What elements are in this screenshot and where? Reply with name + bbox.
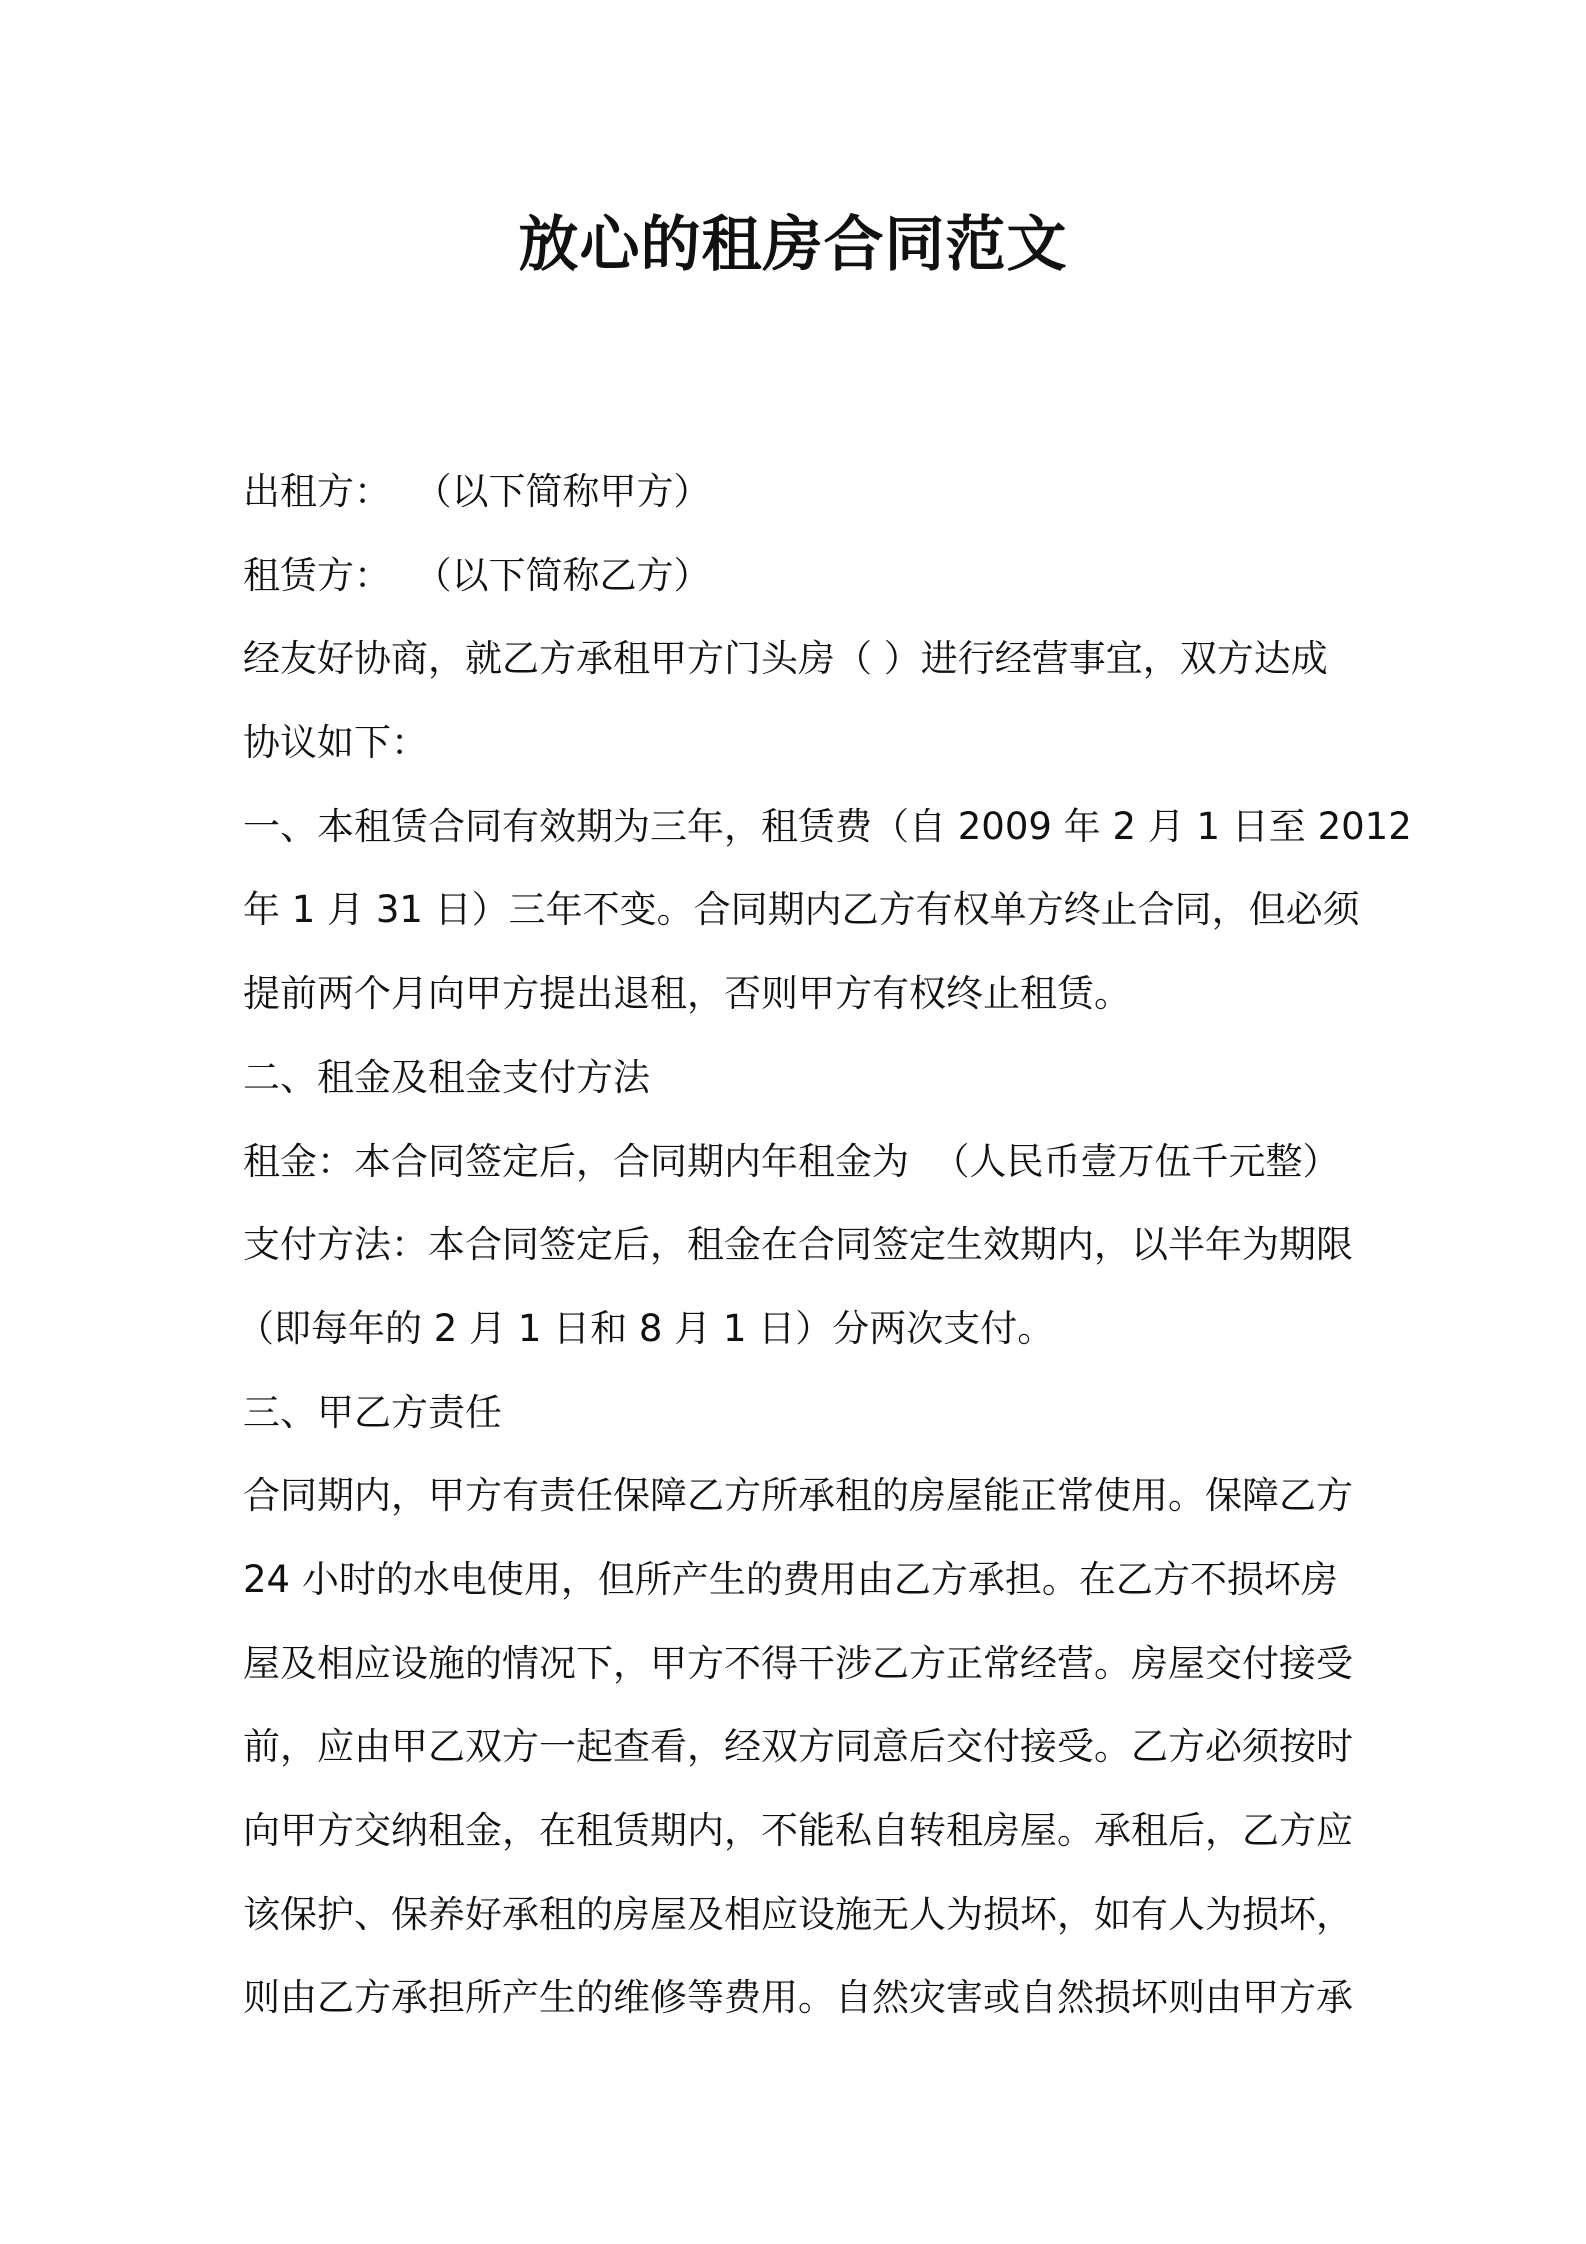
- line-resp-3: 屋及相应设施的情况下，甲方不得干涉乙方正常经营。房屋交付接受: [243, 1641, 1353, 1685]
- line-resp-4: 前，应由甲乙双方一起查看，经双方同意后交付接受。乙方必须按时: [243, 1725, 1353, 1769]
- line-rent-amount: 租金：本合同签定后，合同期内年租金为 （人民币壹万伍千元整）: [243, 1139, 1340, 1183]
- document-title: 放心的租房合同范文: [518, 210, 1068, 280]
- line-resp-1: 合同期内，甲方有责任保障乙方所承租的房屋能正常使用。保障乙方: [243, 1474, 1353, 1518]
- line-lessor: 出租方： （以下简称甲方）: [243, 470, 711, 513]
- line-resp-5: 向甲方交纳租金，在租赁期内，不能私自转租房屋。承租后，乙方应: [243, 1809, 1353, 1852]
- line-resp-2: 24 小时的水电使用，但所产生的费用由乙方承担。在乙方不损坏房: [243, 1557, 1338, 1601]
- document-body: [237, 450, 1412, 2040]
- line-preamble-2: 协议如下：: [243, 721, 428, 765]
- line-resp-6: 该保护、保养好承租的房屋及相应设施无人为损坏，如有人为损坏，: [243, 1892, 1353, 1936]
- line-resp-7: 则由乙方承担所产生的维修等费用。自然灾害或自然损坏则由甲方承: [243, 1976, 1353, 2020]
- line-clause1-2: 年 1 月 31 日）三年不变。合同期内乙方有权单方终止合同，但必须: [243, 888, 1360, 932]
- line-clause1-1: 一、本租赁合同有效期为三年，租赁费（自 2009 年 2 月 1 日至 2012: [243, 804, 1412, 848]
- line-payment-method-1: 支付方法：本合同签定后，租金在合同签定生效期内，以半年为期限: [243, 1223, 1353, 1267]
- line-preamble-1: 经友好协商，就乙方承租甲方门头房（ ）进行经营事宜，双方达成: [243, 637, 1328, 681]
- section-heading-rent: 二、租金及租金支付方法: [243, 1055, 650, 1099]
- line-clause1-3: 提前两个月向甲方提出退租，否则甲方有权终止租赁。: [243, 972, 1131, 1016]
- line-lessee: 租赁方： （以下简称乙方）: [243, 553, 711, 597]
- line-payment-method-2: （即每年的 2 月 1 日和 8 月 1 日）分两次支付。: [237, 1306, 1055, 1350]
- section-heading-responsibilities: 三、甲乙方责任: [243, 1390, 502, 1434]
